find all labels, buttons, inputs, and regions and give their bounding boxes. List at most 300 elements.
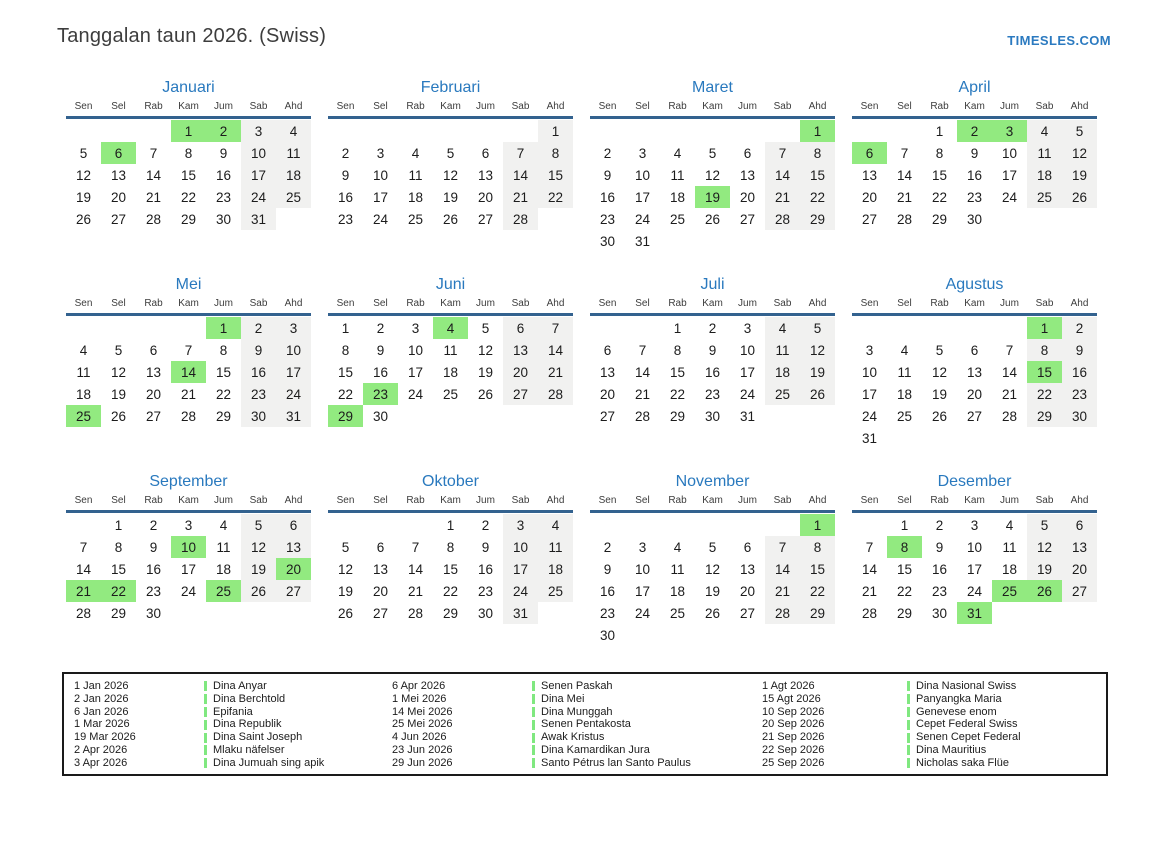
day-cell: 11 xyxy=(670,167,685,183)
legend-holiday-name: Dina Berchtold xyxy=(213,692,286,705)
day-cell: 1 xyxy=(900,517,909,533)
day-cell: 15 xyxy=(896,561,913,577)
month-title: Juli xyxy=(700,276,725,293)
day-cell: 21 xyxy=(180,386,197,402)
holiday-marker-bar xyxy=(532,694,535,704)
weekday-label: Sel xyxy=(111,101,126,112)
day-cell: 18 xyxy=(669,189,686,205)
day-cell: 10 xyxy=(1001,145,1018,161)
day-cell: 4 xyxy=(1005,517,1014,533)
day-cell: 18 xyxy=(765,361,800,383)
weekday-header-row xyxy=(328,298,573,316)
day-cell: 16 xyxy=(241,361,276,383)
day-cell: 29 xyxy=(180,211,197,227)
day-cell: 27 xyxy=(372,605,389,621)
day-cell: 5 xyxy=(935,342,944,358)
weekday-label: Kam xyxy=(702,101,723,112)
day-cell: 31 xyxy=(241,208,276,230)
day-cell: 11 xyxy=(216,539,231,555)
day-cell: 14 xyxy=(145,167,162,183)
empty-day-cell xyxy=(398,514,433,536)
day-cell: 18 xyxy=(896,386,913,402)
day-cell: 31 xyxy=(276,405,311,427)
weekday-label: Kam xyxy=(440,298,461,309)
holiday-marker-bar xyxy=(204,720,207,730)
day-cell: 30 xyxy=(372,408,389,424)
day-cell: 17 xyxy=(407,364,424,380)
legend-holiday-name: Dina Munggah xyxy=(541,705,613,718)
day-cell: 18 xyxy=(442,364,459,380)
weekday-label: Sab xyxy=(511,101,530,112)
day-cell: 20 xyxy=(861,189,878,205)
legend-row xyxy=(74,693,392,706)
month-title: Agustus xyxy=(945,276,1004,293)
day-cell: 12 xyxy=(110,364,127,380)
day-cell: 22 xyxy=(800,186,835,208)
weekday-label: Jum xyxy=(1000,298,1019,309)
day-cell: 26 xyxy=(1062,186,1097,208)
day-cell: 22 xyxy=(931,189,948,205)
day-cell: 21 xyxy=(861,583,878,599)
weekday-label: Rab xyxy=(930,101,949,112)
holiday-marker-bar xyxy=(532,758,535,768)
holiday-day-cell: 31 xyxy=(957,602,992,624)
day-cell: 13 xyxy=(477,167,494,183)
day-cell: 16 xyxy=(966,167,983,183)
day-cell: 5 xyxy=(481,320,490,336)
day-cell: 20 xyxy=(110,189,127,205)
holiday-marker-bar xyxy=(532,733,535,743)
legend-date: 4 Jun 2026 xyxy=(392,731,447,744)
holiday-day-cell: 29 xyxy=(328,405,363,427)
day-cell: 21 xyxy=(145,189,162,205)
day-cell: 11 xyxy=(443,342,458,358)
day-cell: 10 xyxy=(634,561,651,577)
legend-holiday-name: Senen Pentakosta xyxy=(541,718,631,731)
legend-date: 3 Apr 2026 xyxy=(74,756,128,769)
day-cell: 14 xyxy=(634,364,651,380)
day-cell: 11 xyxy=(1002,539,1017,555)
day-cell: 12 xyxy=(931,364,948,380)
day-cell: 22 xyxy=(337,386,354,402)
day-cell: 3 xyxy=(970,517,979,533)
holiday-day-cell: 8 xyxy=(887,536,922,558)
day-cell: 11 xyxy=(408,167,423,183)
day-cell: 4 xyxy=(79,342,88,358)
day-cell: 13 xyxy=(966,364,983,380)
day-cell: 29 xyxy=(442,605,459,621)
legend-holiday-name: Panyangka Maria xyxy=(916,692,1002,705)
day-cell: 10 xyxy=(407,342,424,358)
empty-day-cell xyxy=(765,120,800,142)
holiday-day-cell: 1 xyxy=(800,514,835,536)
empty-day-cell xyxy=(468,120,503,142)
day-cell: 29 xyxy=(800,602,835,624)
weekday-label: Sel xyxy=(897,298,912,309)
day-cell: 18 xyxy=(538,558,573,580)
weekday-label: Sab xyxy=(773,495,792,506)
day-cell: 20 xyxy=(739,189,756,205)
month-agustus xyxy=(852,274,1097,449)
legend-row xyxy=(392,718,762,731)
day-cell: 17 xyxy=(180,561,197,577)
day-cell: 29 xyxy=(215,408,232,424)
weekday-label: Sab xyxy=(249,298,268,309)
legend-date: 20 Sep 2026 xyxy=(762,718,825,731)
day-cell: 24 xyxy=(180,583,197,599)
day-cell: 12 xyxy=(1027,536,1062,558)
holiday-day-cell: 21 xyxy=(66,580,101,602)
day-cell: 5 xyxy=(708,145,717,161)
holiday-marker-bar xyxy=(907,758,910,768)
legend-date: 22 Sep 2026 xyxy=(762,743,825,756)
month-title: April xyxy=(958,79,991,96)
legend-row xyxy=(392,731,762,744)
day-cell: 14 xyxy=(407,561,424,577)
day-cell: 20 xyxy=(372,583,389,599)
day-cell: 7 xyxy=(411,539,420,555)
day-cell: 16 xyxy=(145,561,162,577)
month-juni xyxy=(328,274,573,449)
legend-date: 2 Jan 2026 xyxy=(74,692,129,705)
empty-day-cell xyxy=(590,120,625,142)
legend-date: 6 Apr 2026 xyxy=(392,680,446,692)
day-cell: 6 xyxy=(970,342,979,358)
weekday-label: Rab xyxy=(144,298,163,309)
day-cell: 20 xyxy=(739,583,756,599)
legend-column xyxy=(392,680,762,770)
day-cell: 3 xyxy=(276,317,311,339)
day-cell: 8 xyxy=(935,145,944,161)
day-cell: 26 xyxy=(477,386,494,402)
weekday-label: Ahd xyxy=(284,495,303,506)
day-cell: 9 xyxy=(341,167,350,183)
weekday-label: Sab xyxy=(773,298,792,309)
day-cell: 25 xyxy=(276,186,311,208)
weekday-label: Ahd xyxy=(808,101,827,112)
day-cell: 23 xyxy=(704,386,721,402)
weekday-label: Ahd xyxy=(1070,298,1089,309)
day-cell: 14 xyxy=(538,339,573,361)
legend-row xyxy=(392,693,762,706)
day-cell: 8 xyxy=(114,539,123,555)
day-cell: 14 xyxy=(503,164,538,186)
weekday-label: Sab xyxy=(511,298,530,309)
month-title: September xyxy=(149,473,228,490)
day-cell: 9 xyxy=(481,539,490,555)
day-cell: 25 xyxy=(669,211,686,227)
day-cell: 8 xyxy=(538,142,573,164)
weekday-label: Kam xyxy=(964,298,985,309)
holiday-day-cell: 25 xyxy=(992,580,1027,602)
day-cell: 17 xyxy=(372,189,389,205)
weekday-header-row xyxy=(590,298,835,316)
weekday-header-row xyxy=(852,298,1097,316)
weekday-label: Sab xyxy=(1035,101,1054,112)
day-cell: 6 xyxy=(603,342,612,358)
day-cell: 19 xyxy=(1062,164,1097,186)
empty-day-cell xyxy=(171,317,206,339)
dates-grid xyxy=(852,120,1097,230)
holiday-day-cell: 6 xyxy=(101,142,136,164)
day-cell: 27 xyxy=(861,211,878,227)
day-cell: 25 xyxy=(765,383,800,405)
weekday-label: Jum xyxy=(214,101,233,112)
day-cell: 23 xyxy=(241,383,276,405)
weekday-header-row xyxy=(328,101,573,119)
holiday-marker-bar xyxy=(532,681,535,691)
empty-day-cell xyxy=(992,317,1027,339)
day-cell: 28 xyxy=(538,383,573,405)
day-cell: 27 xyxy=(477,211,494,227)
legend-holiday-name: Dina Republik xyxy=(213,718,282,731)
weekday-label: Kam xyxy=(178,298,199,309)
day-cell: 17 xyxy=(966,561,983,577)
day-cell: 15 xyxy=(337,364,354,380)
brand-link[interactable]: TIMESLES.COM xyxy=(1007,33,1111,48)
day-cell: 4 xyxy=(411,145,420,161)
day-cell: 3 xyxy=(743,320,752,336)
empty-day-cell xyxy=(398,120,433,142)
legend-holiday-name: Mlaku näfelser xyxy=(213,743,285,756)
legend-row xyxy=(74,680,392,693)
day-cell: 26 xyxy=(337,605,354,621)
empty-day-cell xyxy=(101,120,136,142)
day-cell: 22 xyxy=(180,189,197,205)
legend-row xyxy=(762,706,1106,719)
day-cell: 31 xyxy=(861,430,878,446)
day-cell: 16 xyxy=(599,583,616,599)
weekday-label: Sen xyxy=(598,495,617,506)
day-cell: 7 xyxy=(865,539,874,555)
day-cell: 21 xyxy=(503,186,538,208)
month-februari xyxy=(328,77,573,252)
day-cell: 5 xyxy=(708,539,717,555)
weekday-label: Ahd xyxy=(546,495,565,506)
day-cell: 7 xyxy=(538,317,573,339)
day-cell: 20 xyxy=(966,386,983,402)
weekday-label: Rab xyxy=(144,101,163,112)
day-cell: 13 xyxy=(372,561,389,577)
legend-holiday-name: Senen Paskah xyxy=(541,680,613,692)
legend-row xyxy=(74,744,392,757)
dates-grid xyxy=(852,317,1097,449)
legend-date: 6 Jan 2026 xyxy=(74,705,129,718)
day-cell: 23 xyxy=(1062,383,1097,405)
day-cell: 11 xyxy=(897,364,912,380)
legend-holiday-name: Awak Kristus xyxy=(541,731,605,744)
legend-holiday-name: Cepet Federal Swiss xyxy=(916,718,1018,731)
empty-day-cell xyxy=(887,317,922,339)
holiday-marker-bar xyxy=(204,681,207,691)
weekday-label: Sel xyxy=(111,298,126,309)
weekday-label: Jum xyxy=(214,298,233,309)
day-cell: 9 xyxy=(241,339,276,361)
day-cell: 10 xyxy=(276,339,311,361)
day-cell: 10 xyxy=(861,364,878,380)
day-cell: 18 xyxy=(276,164,311,186)
day-cell: 25 xyxy=(896,408,913,424)
day-cell: 27 xyxy=(739,605,756,621)
month-desember xyxy=(852,471,1097,646)
day-cell: 9 xyxy=(603,167,612,183)
legend-date: 1 Jan 2026 xyxy=(74,680,129,692)
empty-day-cell xyxy=(590,514,625,536)
day-cell: 20 xyxy=(599,386,616,402)
weekday-label: Rab xyxy=(930,298,949,309)
day-cell: 22 xyxy=(215,386,232,402)
day-cell: 20 xyxy=(145,386,162,402)
day-cell: 24 xyxy=(276,383,311,405)
weekday-header-row xyxy=(852,495,1097,513)
dates-grid xyxy=(328,120,573,230)
day-cell: 15 xyxy=(931,167,948,183)
day-cell: 3 xyxy=(638,145,647,161)
day-cell: 23 xyxy=(337,211,354,227)
weekday-label: Sel xyxy=(373,101,388,112)
day-cell: 30 xyxy=(1062,405,1097,427)
day-cell: 31 xyxy=(739,408,756,424)
day-cell: 20 xyxy=(503,361,538,383)
weekday-label: Jum xyxy=(738,495,757,506)
day-cell: 17 xyxy=(241,164,276,186)
day-cell: 29 xyxy=(931,211,948,227)
holiday-day-cell: 3 xyxy=(992,120,1027,142)
weekday-label: Sen xyxy=(74,101,93,112)
day-cell: 3 xyxy=(503,514,538,536)
day-cell: 31 xyxy=(503,602,538,624)
day-cell: 11 xyxy=(538,536,573,558)
day-cell: 30 xyxy=(215,211,232,227)
holiday-day-cell: 10 xyxy=(171,536,206,558)
day-cell: 24 xyxy=(372,211,389,227)
day-cell: 27 xyxy=(110,211,127,227)
day-cell: 28 xyxy=(765,208,800,230)
day-cell: 7 xyxy=(1005,342,1014,358)
day-cell: 11 xyxy=(1027,142,1062,164)
weekday-label: Rab xyxy=(144,495,163,506)
weekday-label: Sab xyxy=(249,101,268,112)
day-cell: 10 xyxy=(739,342,756,358)
empty-day-cell xyxy=(101,317,136,339)
day-cell: 25 xyxy=(407,211,424,227)
day-cell: 22 xyxy=(669,386,686,402)
day-cell: 19 xyxy=(75,189,92,205)
day-cell: 15 xyxy=(800,558,835,580)
weekday-header-row xyxy=(852,101,1097,119)
day-cell: 1 xyxy=(538,120,573,142)
weekday-label: Sab xyxy=(511,495,530,506)
holiday-day-cell: 1 xyxy=(800,120,835,142)
day-cell: 27 xyxy=(145,408,162,424)
day-cell: 6 xyxy=(1062,514,1097,536)
empty-day-cell xyxy=(695,120,730,142)
day-cell: 14 xyxy=(861,561,878,577)
day-cell: 5 xyxy=(114,342,123,358)
day-cell: 12 xyxy=(442,167,459,183)
day-cell: 6 xyxy=(276,514,311,536)
day-cell: 25 xyxy=(669,605,686,621)
day-cell: 25 xyxy=(442,386,459,402)
weekday-label: Sel xyxy=(373,495,388,506)
day-cell: 23 xyxy=(477,583,494,599)
day-cell: 4 xyxy=(1027,120,1062,142)
holiday-day-cell: 1 xyxy=(171,120,206,142)
weekday-label: Sen xyxy=(860,101,879,112)
weekday-label: Sab xyxy=(1035,298,1054,309)
legend-holiday-name: Epifania xyxy=(213,705,253,718)
day-cell: 15 xyxy=(110,561,127,577)
month-oktober xyxy=(328,471,573,646)
weekday-label: Rab xyxy=(930,495,949,506)
day-cell: 8 xyxy=(673,342,682,358)
day-cell: 18 xyxy=(75,386,92,402)
day-cell: 26 xyxy=(241,580,276,602)
day-cell: 28 xyxy=(180,408,197,424)
day-cell: 14 xyxy=(1001,364,1018,380)
day-cell: 18 xyxy=(215,561,232,577)
day-cell: 18 xyxy=(669,583,686,599)
month-mei xyxy=(66,274,311,449)
empty-day-cell xyxy=(852,120,887,142)
day-cell: 28 xyxy=(1001,408,1018,424)
legend-date: 23 Jun 2026 xyxy=(392,743,453,756)
holiday-marker-bar xyxy=(532,745,535,755)
day-cell: 27 xyxy=(966,408,983,424)
day-cell: 29 xyxy=(800,208,835,230)
weekday-label: Jum xyxy=(476,101,495,112)
weekday-label: Sab xyxy=(249,495,268,506)
day-cell: 5 xyxy=(79,145,88,161)
day-cell: 11 xyxy=(765,339,800,361)
legend-holiday-name: Nicholas saka Flüe xyxy=(916,756,1009,769)
day-cell: 20 xyxy=(1062,558,1097,580)
legend-holiday-name: Dina Nasional Swiss xyxy=(916,680,1017,692)
holiday-day-cell: 14 xyxy=(171,361,206,383)
day-cell: 21 xyxy=(765,580,800,602)
day-cell: 16 xyxy=(337,189,354,205)
day-cell: 5 xyxy=(1062,120,1097,142)
day-cell: 12 xyxy=(704,561,721,577)
day-cell: 17 xyxy=(634,189,651,205)
weekday-label: Kam xyxy=(702,298,723,309)
holiday-marker-bar xyxy=(204,745,207,755)
day-cell: 23 xyxy=(145,583,162,599)
day-cell: 30 xyxy=(966,211,983,227)
dates-grid xyxy=(328,317,573,427)
month-title: Oktober xyxy=(422,473,479,490)
holiday-day-cell: 25 xyxy=(66,405,101,427)
dates-grid xyxy=(66,514,311,624)
month-title: Mei xyxy=(175,276,202,293)
day-cell: 22 xyxy=(442,583,459,599)
day-cell: 4 xyxy=(538,514,573,536)
weekday-label: Sel xyxy=(373,298,388,309)
holiday-day-cell: 15 xyxy=(1027,361,1062,383)
day-cell: 12 xyxy=(241,536,276,558)
day-cell: 25 xyxy=(538,580,573,602)
holiday-marker-bar xyxy=(532,720,535,730)
month-title: November xyxy=(675,473,750,490)
day-cell: 11 xyxy=(76,364,91,380)
weekday-label: Rab xyxy=(668,495,687,506)
year-calendar-grid xyxy=(66,77,1169,646)
weekday-label: Ahd xyxy=(1070,101,1089,112)
day-cell: 24 xyxy=(1001,189,1018,205)
day-cell: 19 xyxy=(931,386,948,402)
weekday-header-row xyxy=(66,101,311,119)
weekday-label: Ahd xyxy=(808,298,827,309)
